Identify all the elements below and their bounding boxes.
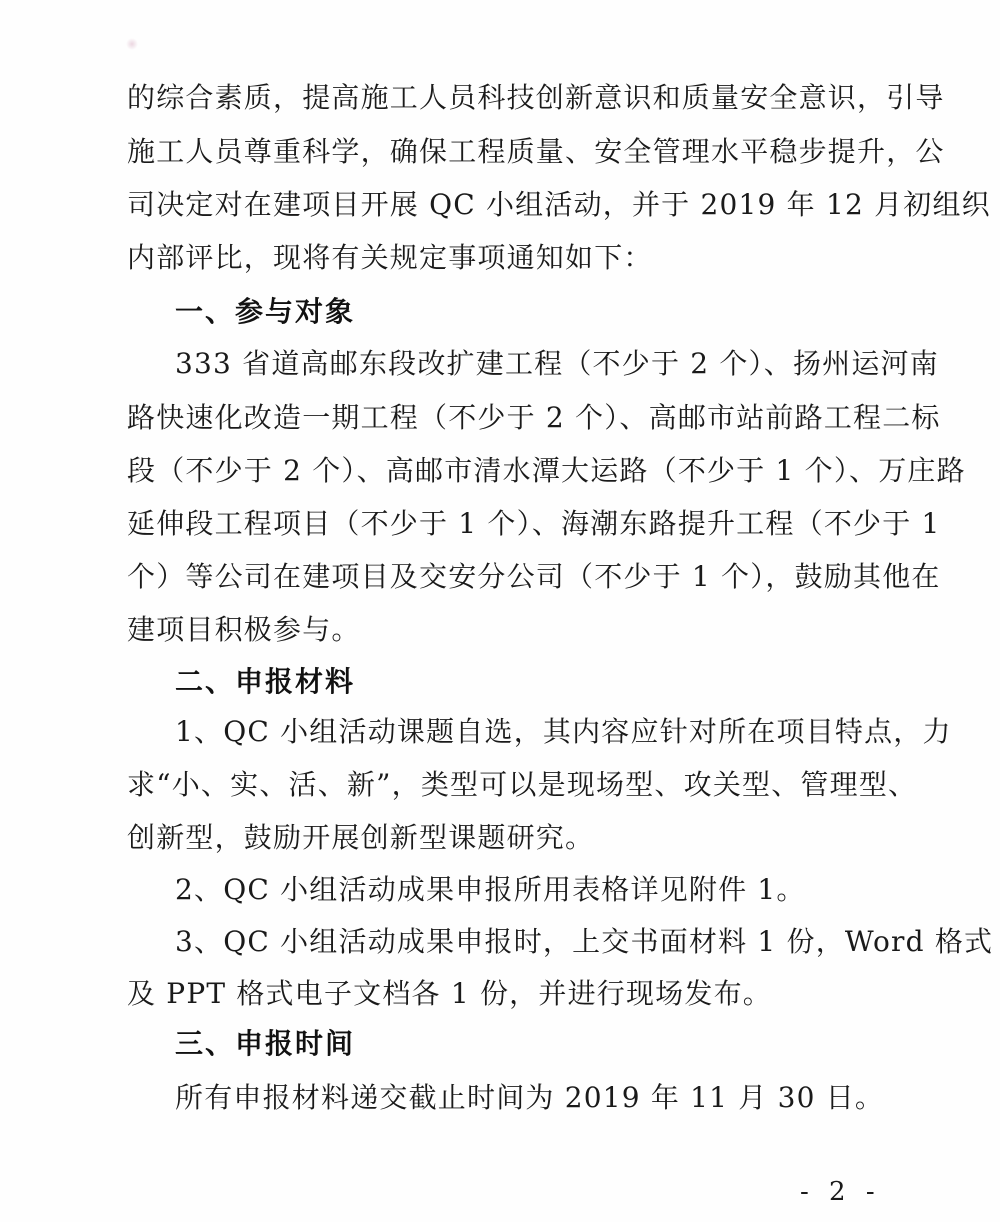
section-1-line-2: 路快速化改造一期工程（不少于 2 个）、高邮市站前路工程二标 (127, 401, 941, 434)
section-1-line-1: 333 省道高邮东段改扩建工程（不少于 2 个）、扬州运河南 (175, 347, 939, 380)
page-number: - 2 - (800, 1177, 881, 1207)
section-2-line-5: 3、QC 小组活动成果申报时，上交书面材料 1 份，Word 格式 (175, 925, 994, 958)
section-2-line-1: 1、QC 小组活动课题自选，其内容应针对所在项目特点，力 (175, 715, 952, 748)
section-heading-materials: 二、申报材料 (175, 665, 356, 698)
intro-line-2: 施工人员尊重科学，确保工程质量、安全管理水平稳步提升，公 (127, 135, 945, 168)
section-2-line-2: 求“小、实、活、新”，类型可以是现场型、攻关型、管理型、 (127, 768, 918, 801)
intro-line-3: 司决定对在建项目开展 QC 小组活动，并于 2019 年 12 月初组织 (127, 188, 991, 221)
section-1-line-5: 个）等公司在建项目及交安分公司（不少于 1 个），鼓励其他在 (127, 560, 941, 593)
stamp-mark-icon (126, 38, 138, 50)
section-1-line-4: 延伸段工程项目（不少于 1 个）、海潮东路提升工程（不少于 1 (127, 507, 941, 540)
section-heading-participants: 一、参与对象 (175, 295, 356, 328)
section-heading-deadline: 三、申报时间 (175, 1027, 356, 1060)
section-2-line-3: 创新型，鼓励开展创新型课题研究。 (127, 821, 595, 854)
intro-line-1: 的综合素质，提高施工人员科技创新意识和质量安全意识，引导 (127, 81, 945, 114)
section-2-line-4: 2、QC 小组活动成果申报所用表格详见附件 1。 (175, 873, 806, 906)
section-3-line-1: 所有申报材料递交截止时间为 2019 年 11 月 30 日。 (175, 1081, 885, 1114)
section-1-line-6: 建项目积极参与。 (127, 613, 361, 646)
section-1-line-3: 段（不少于 2 个）、高邮市清水潭大运路（不少于 1 个）、万庄路 (127, 454, 966, 487)
section-2-line-6: 及 PPT 格式电子文档各 1 份，并进行现场发布。 (127, 977, 772, 1010)
intro-line-4: 内部评比，现将有关规定事项通知如下： (127, 241, 653, 274)
